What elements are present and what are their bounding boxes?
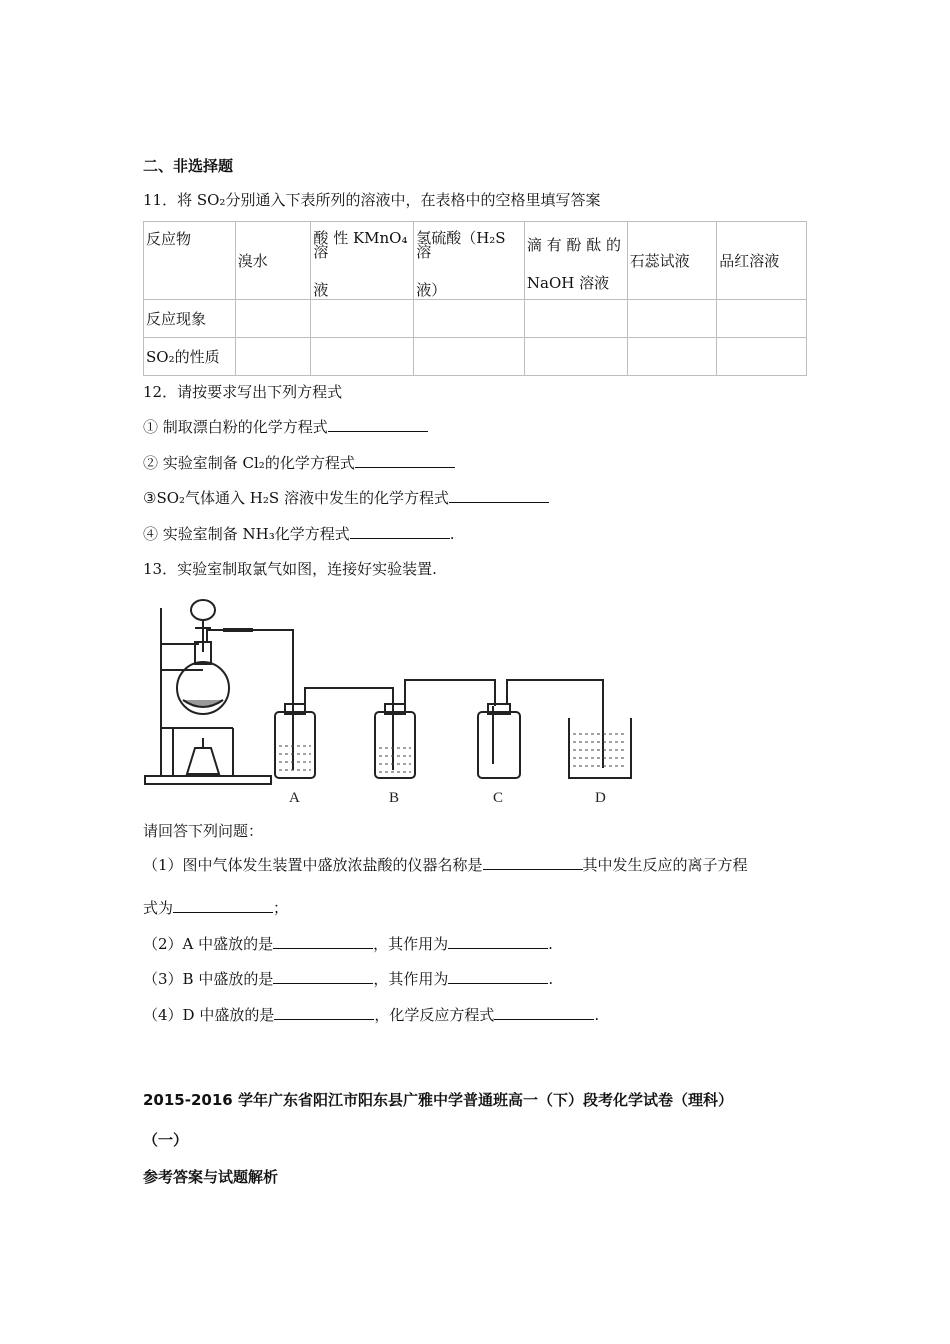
answer-cell[interactable] — [311, 300, 414, 338]
apparatus-label-b: B — [389, 790, 400, 806]
answer-blank[interactable] — [273, 934, 373, 949]
answer-blank[interactable] — [483, 855, 583, 870]
answer-blank[interactable] — [449, 488, 549, 503]
answer-cell[interactable] — [627, 338, 717, 376]
answer-blank[interactable] — [350, 524, 450, 539]
answer-blank[interactable] — [328, 417, 428, 432]
q13-part1-cont: 式为 ； — [143, 899, 289, 917]
q11-table — [143, 221, 807, 376]
table-header-cell: 反应物 — [144, 222, 236, 300]
answer-blank[interactable] — [355, 453, 455, 468]
apparatus-label-c: C — [493, 790, 504, 806]
answer-blank[interactable] — [274, 1005, 374, 1020]
answer-subtitle: 参考答案与试题解析 — [143, 1168, 279, 1186]
q12-prompt: 12．请按要求写出下列方程式 — [143, 383, 343, 401]
q13-part2: （2）A 中盛放的是 ，其作用为 . — [143, 935, 553, 953]
q12-item: ③SO₂气体通入 H₂S 溶液中发生的化学方程式 — [143, 487, 549, 508]
q13-part4: （4）D 中盛放的是 ，化学反应方程式 . — [143, 1006, 600, 1024]
q13-prompt: 13．实验室制取氯气如图，连接好实验装置. — [143, 560, 437, 578]
q12-item: ① 制取漂白粉的化学方程式 — [143, 416, 428, 437]
answer-cell[interactable] — [524, 338, 627, 376]
answer-title-line2: （一） — [143, 1131, 189, 1149]
answer-cell[interactable] — [627, 300, 717, 338]
answer-blank[interactable] — [173, 898, 273, 913]
q12-item: ④ 实验室制备 NH₃化学方程式 . — [143, 525, 455, 543]
answer-blank[interactable] — [448, 969, 548, 984]
answer-cell[interactable] — [414, 300, 525, 338]
answer-blank[interactable] — [494, 1005, 594, 1020]
answer-blank[interactable] — [273, 969, 373, 984]
answer-cell[interactable] — [717, 300, 807, 338]
table-row-label: SO₂的性质 — [144, 338, 236, 376]
answer-cell[interactable] — [717, 338, 807, 376]
q13-subprompt: 请回答下列问题： — [143, 822, 264, 840]
table-header-cell: 滴 有 酚 酞 的 NaOH 溶液 — [524, 222, 627, 300]
answer-cell[interactable] — [524, 300, 627, 338]
answer-cell[interactable] — [235, 338, 311, 376]
answer-blank[interactable] — [448, 934, 548, 949]
table-header-cell: 品红溶液 — [717, 222, 807, 300]
table-header-cell: 酸 性 KMnO₄ 溶 液 — [311, 222, 414, 300]
q11-prompt: 11．将 SO₂分别通入下表所列的溶液中，在表格中的空格里填写答案 — [143, 191, 601, 209]
table-row-label: 反应现象 — [144, 300, 236, 338]
q13-part1: （1）图中气体发生装置中盛放浓盐酸的仪器名称是 其中发生反应的离子方程 — [143, 856, 748, 874]
apparatus-label-a: A — [289, 790, 300, 806]
apparatus-label-d: D — [595, 790, 606, 806]
table-header-cell: 石蕊试液 — [627, 222, 717, 300]
chlorine-apparatus-figure — [143, 588, 633, 808]
section-title: 二、非选择题 — [143, 157, 234, 175]
table-header-cell: 氢硫酸（H₂S 溶 液） — [414, 222, 525, 300]
answer-cell[interactable] — [414, 338, 525, 376]
table-header-cell: 溴水 — [235, 222, 311, 300]
answer-cell[interactable] — [235, 300, 311, 338]
q13-part3: （3）B 中盛放的是 ，其作用为 . — [143, 970, 554, 988]
answer-title: 2015-2016 学年广东省阳江市阳东县广雅中学普通班高一（下）段考化学试卷（理科） — [143, 1091, 733, 1109]
answer-cell[interactable] — [311, 338, 414, 376]
q12-item: ② 实验室制备 Cl₂的化学方程式 — [143, 452, 455, 473]
